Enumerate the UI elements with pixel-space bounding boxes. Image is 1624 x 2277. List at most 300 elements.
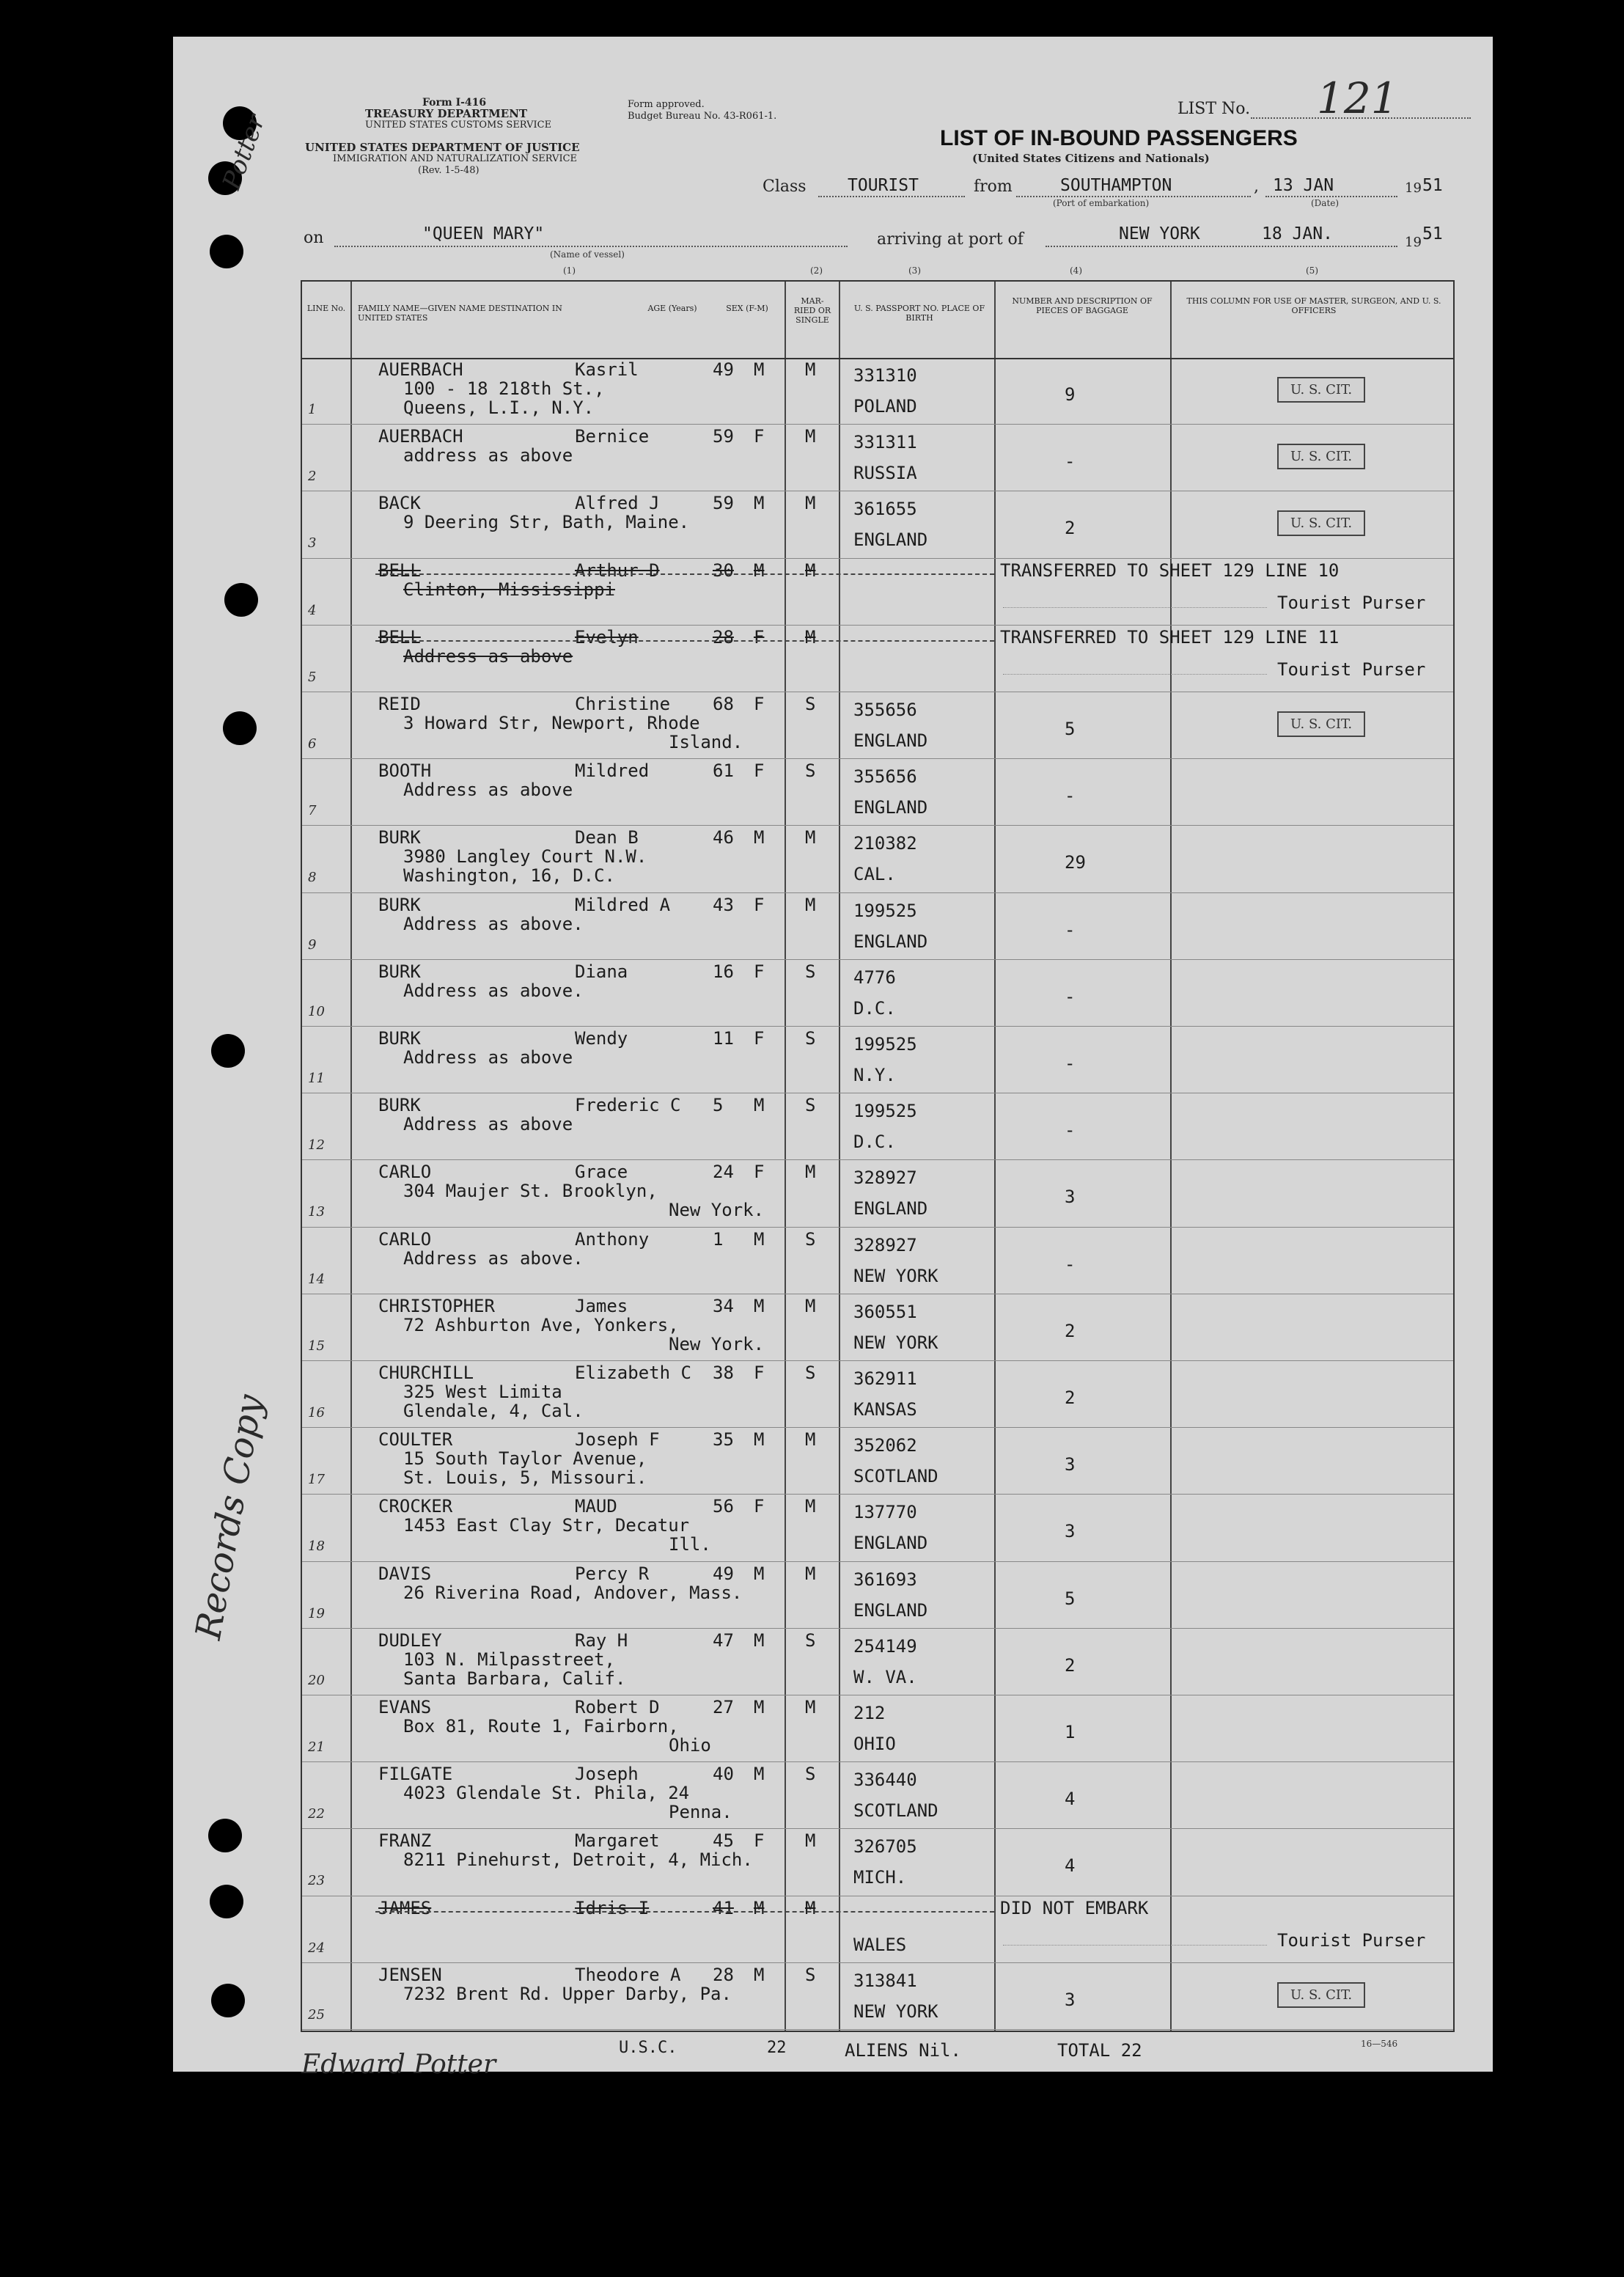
- marital-status: S: [805, 1964, 816, 1985]
- given-name: Arthur D: [575, 560, 660, 581]
- age: 11: [713, 1028, 734, 1049]
- transfer-note: DID NOT EMBARK: [1000, 1897, 1149, 1918]
- marital-status: M: [805, 827, 816, 848]
- address-line-1: Address as above: [403, 780, 573, 801]
- col-num-4: (4): [1070, 265, 1082, 276]
- address-line-1: 100 - 18 218th St.,: [403, 378, 605, 399]
- passport-number: 212: [853, 1703, 886, 1723]
- given-name: Anthony: [575, 1228, 650, 1250]
- passport-number: 362911: [853, 1368, 917, 1389]
- line-number: 3: [308, 535, 317, 551]
- passport-number: 328927: [853, 1234, 917, 1255]
- sex: F: [754, 694, 765, 714]
- place-of-birth: ENGLAND: [853, 797, 928, 818]
- transfer-note: TRANSFERRED TO SHEET 129 LINE 11: [1000, 626, 1340, 648]
- treasury-dept: TREASURY DEPARTMENT: [365, 107, 528, 120]
- sex: M: [754, 1764, 765, 1785]
- address-line-1: 15 South Taylor Avenue,: [403, 1448, 647, 1470]
- address-line-1: 3980 Langley Court N.W.: [403, 846, 647, 868]
- family-name: AUERBACH: [378, 359, 463, 380]
- given-name: Alfred J: [575, 493, 660, 514]
- marital-status: S: [805, 1228, 816, 1250]
- port-embarkation: SOUTHAMPTON: [1060, 176, 1172, 195]
- passport-number: 360551: [853, 1301, 917, 1322]
- passport-number: 199525: [853, 1101, 917, 1122]
- given-name: Mildred: [575, 760, 650, 782]
- line-number: 9: [308, 936, 317, 953]
- place-of-birth: ENGLAND: [853, 1533, 928, 1554]
- us-cit-stamp: U. S. CIT.: [1277, 711, 1365, 737]
- place-of-birth: CAL.: [853, 864, 896, 885]
- family-name: BELL: [378, 560, 421, 581]
- note-dotted-line: [1003, 674, 1267, 675]
- line-number: 2: [308, 469, 317, 485]
- baggage-count: 4: [1065, 1789, 1076, 1810]
- family-name: BURK: [378, 1028, 421, 1049]
- sex: M: [754, 560, 765, 581]
- table-row: [302, 1093, 1453, 1160]
- table-row: [302, 1495, 1453, 1561]
- table-row: [302, 491, 1453, 558]
- on-label: on: [304, 229, 324, 247]
- table-row: [302, 1629, 1453, 1695]
- place-of-birth: WALES: [853, 1934, 907, 1955]
- place-of-birth: OHIO: [853, 1734, 896, 1754]
- address-line-1: 103 N. Milpasstreet,: [403, 1649, 615, 1670]
- from-label: from: [974, 177, 1013, 196]
- punch-hole: [223, 711, 257, 745]
- address-line-2: St. Louis, 5, Missouri.: [403, 1467, 647, 1489]
- line-number: 22: [308, 1806, 325, 1822]
- passport-number: 254149: [853, 1635, 917, 1657]
- vessel-line: [334, 246, 848, 247]
- header-sex: SEX (F-M): [726, 304, 768, 313]
- baggage-count: 3: [1065, 1989, 1076, 2010]
- marital-status: M: [805, 426, 816, 447]
- family-name: EVANS: [378, 1697, 432, 1717]
- age: 34: [713, 1295, 734, 1316]
- place-of-birth: N.Y.: [853, 1065, 896, 1085]
- family-name: CARLO: [378, 1228, 432, 1250]
- given-name: Percy R: [575, 1563, 650, 1584]
- family-name: COULTER: [378, 1429, 453, 1451]
- marital-status: M: [805, 560, 816, 581]
- family-name: CHRISTOPHER: [378, 1295, 495, 1316]
- marital-status: M: [805, 1830, 816, 1852]
- passport-number: 336440: [853, 1770, 917, 1791]
- sex: F: [754, 961, 765, 982]
- given-name: Kasril: [575, 359, 639, 380]
- sex: M: [754, 1563, 765, 1584]
- punch-hole: [210, 235, 243, 268]
- baggage-count: -: [1065, 1053, 1076, 1074]
- given-name: Mildred A: [575, 894, 671, 915]
- sex: M: [754, 1295, 765, 1316]
- total-count: TOTAL 22: [1057, 2040, 1142, 2061]
- baggage-count: 2: [1065, 518, 1076, 539]
- age: 46: [713, 827, 734, 848]
- address-line-2: Ill.: [669, 1534, 711, 1555]
- sex: M: [754, 359, 765, 380]
- baggage-count: -: [1065, 986, 1076, 1007]
- table-row: [302, 960, 1453, 1027]
- passport-number: 361655: [853, 499, 917, 520]
- table-row: [302, 626, 1453, 692]
- baggage-count: -: [1065, 451, 1076, 472]
- line-number: 25: [308, 2006, 325, 2023]
- line-number: 5: [308, 669, 317, 685]
- address-line-1: Clinton, Mississippi: [403, 579, 615, 600]
- marital-status: M: [805, 1697, 816, 1717]
- header-married: MAR-RIED OR SINGLE: [793, 296, 831, 326]
- sex: F: [754, 626, 765, 648]
- us-cit-stamp: U. S. CIT.: [1277, 1982, 1365, 2008]
- embark-line: [1016, 196, 1251, 197]
- age: 27: [713, 1697, 734, 1717]
- arrival-year: 51: [1422, 224, 1443, 243]
- line-number: 8: [308, 870, 317, 886]
- header-passport: U. S. PASSPORT NO. PLACE OF BIRTH: [853, 304, 985, 323]
- table-row: [302, 826, 1453, 892]
- marital-status: M: [805, 894, 816, 915]
- strike-line: [375, 573, 994, 575]
- punch-hole: [211, 1984, 245, 2017]
- place-of-birth: ENGLAND: [853, 1599, 928, 1621]
- given-name: Frederic C: [575, 1095, 681, 1116]
- marital-status: S: [805, 1028, 816, 1049]
- age: 59: [713, 426, 734, 447]
- marital-status: S: [805, 1095, 816, 1116]
- ins-service: IMMIGRATION AND NATURALIZATION SERVICE: [333, 153, 578, 164]
- baggage-count: 5: [1065, 1588, 1076, 1609]
- sex: M: [754, 1964, 765, 1985]
- given-name: Idris I: [575, 1897, 650, 1918]
- age: 24: [713, 1162, 734, 1183]
- given-name: Joseph: [575, 1764, 639, 1785]
- passport-number: 199525: [853, 900, 917, 921]
- line-number: 13: [308, 1204, 325, 1220]
- passport-number: 313841: [853, 1970, 917, 1991]
- passport-number: 331311: [853, 432, 917, 453]
- sex: F: [754, 1028, 765, 1049]
- age: 45: [713, 1830, 734, 1852]
- class-line: [818, 196, 965, 197]
- baggage-count: 4: [1065, 1855, 1076, 1877]
- place-of-birth: ENGLAND: [853, 931, 928, 952]
- address-line-1: Box 81, Route 1, Fairborn,: [403, 1716, 679, 1737]
- passport-number: 355656: [853, 766, 917, 788]
- header-age: AGE (Years): [647, 304, 697, 313]
- address-line-2: New York.: [669, 1333, 765, 1354]
- line-number: 16: [308, 1405, 325, 1420]
- margin-note-side: Records Copy: [188, 1391, 271, 1643]
- table-row: [302, 692, 1453, 759]
- page-subtitle: (United States Citizens and Nationals): [972, 152, 1210, 165]
- baggage-count: 5: [1065, 719, 1076, 739]
- table-row: [302, 1562, 1453, 1629]
- table-row: [302, 1294, 1453, 1361]
- place-of-birth: POLAND: [853, 396, 917, 417]
- class-value: TOURIST: [848, 176, 919, 195]
- arrival-port: NEW YORK: [1119, 224, 1200, 243]
- baggage-count: 3: [1065, 1521, 1076, 1542]
- address-line-2: Santa Barbara, Calif.: [403, 1668, 626, 1689]
- table-row: [302, 1829, 1453, 1896]
- address-line-1: 304 Maujer St. Brooklyn,: [403, 1181, 658, 1202]
- passport-number: 328927: [853, 1167, 917, 1189]
- family-name: BURK: [378, 1095, 421, 1116]
- marital-status: M: [805, 1897, 816, 1918]
- baggage-count: 2: [1065, 1320, 1076, 1341]
- age: 43: [713, 894, 734, 915]
- col-num-5: (5): [1306, 265, 1318, 276]
- family-name: BELL: [378, 626, 421, 648]
- place-of-birth: KANSAS: [853, 1399, 917, 1420]
- given-name: Wendy: [575, 1028, 628, 1049]
- family-name: BOOTH: [378, 760, 432, 782]
- address-line-1: Address as above.: [403, 980, 584, 1001]
- line-number: 15: [308, 1338, 325, 1354]
- customs-service: UNITED STATES CUSTOMS SERVICE: [365, 120, 552, 131]
- table-row: [302, 1762, 1453, 1829]
- marital-status: M: [805, 1496, 816, 1517]
- line-number: 11: [308, 1071, 325, 1086]
- us-cit-stamp: U. S. CIT.: [1277, 377, 1365, 403]
- revision: (Rev. 1-5-48): [418, 165, 480, 176]
- purser-note: Tourist Purser: [1277, 592, 1426, 613]
- table-row: [302, 358, 1453, 425]
- age: 30: [713, 560, 734, 581]
- given-name: Bernice: [575, 426, 650, 447]
- marital-status: S: [805, 694, 816, 714]
- marital-status: S: [805, 1764, 816, 1785]
- address-line-2: Queens, L.I., N.Y.: [403, 397, 595, 418]
- sex: F: [754, 1496, 765, 1517]
- address-line-1: Address as above.: [403, 913, 584, 934]
- punch-hole: [211, 1034, 245, 1068]
- table-row: [302, 1228, 1453, 1294]
- place-of-birth: SCOTLAND: [853, 1800, 938, 1822]
- marital-status: M: [805, 493, 816, 514]
- sex: F: [754, 760, 765, 782]
- place-of-birth: NEW YORK: [853, 1332, 938, 1353]
- marital-status: M: [805, 1162, 816, 1183]
- purser-note: Tourist Purser: [1277, 1929, 1426, 1951]
- age: 40: [713, 1764, 734, 1785]
- address-line-2: Washington, 16, D.C.: [403, 865, 615, 887]
- page-title: LIST OF IN-BOUND PASSENGERS: [940, 126, 1298, 150]
- vessel-caption: (Name of vessel): [550, 249, 625, 260]
- col-num-1: (1): [563, 265, 576, 276]
- given-name: Robert D: [575, 1697, 660, 1717]
- place-of-birth: ENGLAND: [853, 529, 928, 551]
- baggage-count: -: [1065, 1253, 1076, 1275]
- given-name: Christine: [575, 694, 671, 714]
- list-no-value: 121: [1317, 73, 1398, 123]
- address-line-1: 8211 Pinehurst, Detroit, 4, Mich.: [403, 1849, 753, 1871]
- passport-number: 361693: [853, 1569, 917, 1590]
- form-approved: Form approved.: [628, 99, 705, 110]
- address-line-1: address as above: [403, 445, 573, 466]
- purser-signature: Edward Potter: [301, 2050, 496, 2080]
- sex: M: [754, 827, 765, 848]
- vessel-name: "QUEEN MARY": [422, 224, 545, 243]
- passport-number: 4776: [853, 967, 896, 988]
- transfer-note: TRANSFERRED TO SHEET 129 LINE 10: [1000, 560, 1340, 581]
- sex: M: [754, 1697, 765, 1717]
- punch-hole: [210, 1885, 243, 1918]
- baggage-count: -: [1065, 1120, 1076, 1141]
- given-name: Dean B: [575, 827, 639, 848]
- line-number: 18: [308, 1539, 325, 1555]
- family-name: CARLO: [378, 1162, 432, 1183]
- place-of-birth: MICH.: [853, 1867, 907, 1888]
- address-line-1: 7232 Brent Rd. Upper Darby, Pa.: [403, 1983, 732, 2004]
- family-name: JAMES: [378, 1897, 432, 1918]
- line-number: 19: [308, 1605, 325, 1621]
- col-num-3: (3): [908, 265, 921, 276]
- address-line-1: Address as above.: [403, 1247, 584, 1269]
- family-name: BURK: [378, 827, 421, 848]
- address-line-2: Penna.: [669, 1802, 732, 1823]
- purser-note: Tourist Purser: [1277, 659, 1426, 680]
- arrival-date: 18 JAN.: [1262, 224, 1333, 243]
- baggage-count: 2: [1065, 1387, 1076, 1408]
- age: 28: [713, 1964, 734, 1985]
- baggage-count: 29: [1065, 852, 1086, 873]
- family-name: BACK: [378, 493, 421, 514]
- passport-number: 326705: [853, 1836, 917, 1858]
- family-name: CHURCHILL: [378, 1363, 474, 1383]
- place-of-birth: D.C.: [853, 997, 896, 1019]
- address-line-1: Address as above: [403, 1114, 573, 1135]
- place-of-birth: ENGLAND: [853, 730, 928, 751]
- place-of-birth: ENGLAND: [853, 1198, 928, 1220]
- age: 41: [713, 1897, 734, 1918]
- address-line-1: 26 Riverina Road, Andover, Mass.: [403, 1582, 743, 1603]
- age: 38: [713, 1363, 734, 1383]
- line-number: 24: [308, 1940, 325, 1956]
- line-number: 23: [308, 1873, 325, 1889]
- address-line-1: 72 Ashburton Ave, Yonkers,: [403, 1314, 679, 1335]
- sex: F: [754, 1162, 765, 1183]
- table-row: [302, 1027, 1453, 1093]
- header-name: FAMILY NAME—GIVEN NAME DESTINATION IN UNITED STATES: [358, 304, 562, 323]
- address-line-1: Address as above: [403, 645, 573, 667]
- address-line-1: 4023 Glendale St. Phila, 24: [403, 1783, 690, 1804]
- age: 16: [713, 961, 734, 982]
- us-cit-stamp: U. S. CIT.: [1277, 444, 1365, 469]
- family-name: REID: [378, 694, 421, 714]
- sex: M: [754, 493, 765, 514]
- date-line: [1265, 196, 1397, 197]
- passenger-table: [301, 280, 1455, 2032]
- line-number: 12: [308, 1137, 325, 1154]
- embark-year: 51: [1422, 176, 1443, 195]
- given-name: James: [575, 1295, 628, 1316]
- punch-hole: [224, 583, 258, 617]
- place-of-birth: NEW YORK: [853, 1265, 938, 1286]
- family-name: BURK: [378, 961, 421, 982]
- sex: M: [754, 1095, 765, 1116]
- list-no-label: LIST No.: [1177, 100, 1251, 118]
- port-embark-caption: (Port of embarkation): [1053, 198, 1150, 208]
- table-row: [302, 759, 1453, 826]
- given-name: Theodore A: [575, 1964, 681, 1985]
- arrival-year-prefix: 19: [1405, 235, 1422, 250]
- date-caption: (Date): [1311, 198, 1340, 208]
- arrival-line: [1046, 246, 1397, 247]
- col-num-2: (2): [810, 265, 823, 276]
- line-number: 1: [308, 402, 317, 417]
- marital-status: S: [805, 1363, 816, 1383]
- passport-number: 137770: [853, 1502, 917, 1523]
- marital-status: M: [805, 626, 816, 648]
- line-number: 6: [308, 736, 317, 752]
- family-name: JENSEN: [378, 1964, 442, 1985]
- given-name: Diana: [575, 961, 628, 982]
- baggage-count: 3: [1065, 1454, 1076, 1475]
- line-number: 4: [308, 602, 317, 618]
- line-number: 20: [308, 1672, 325, 1688]
- sex: M: [754, 1629, 765, 1651]
- given-name: Margaret: [575, 1830, 660, 1852]
- passport-number: 352062: [853, 1435, 917, 1456]
- manifest-sheet: [173, 37, 1493, 2080]
- line-number: 21: [308, 1739, 325, 1755]
- usc-label: U.S.C.: [619, 2039, 677, 2057]
- table-row: [302, 1963, 1453, 2030]
- marital-status: S: [805, 961, 816, 982]
- baggage-count: 2: [1065, 1654, 1076, 1676]
- age: 56: [713, 1496, 734, 1517]
- strike-line: [375, 1911, 994, 1913]
- sex: F: [754, 1363, 765, 1383]
- family-name: FILGATE: [378, 1764, 453, 1785]
- table-row: [302, 1361, 1453, 1428]
- age: 5: [713, 1095, 724, 1116]
- table-row: [302, 559, 1453, 626]
- place-of-birth: RUSSIA: [853, 463, 917, 484]
- address-line-2: Island.: [669, 732, 743, 752]
- given-name: Evelyn: [575, 626, 639, 648]
- year-prefix: 19: [1405, 180, 1422, 196]
- punch-hole: [208, 1819, 242, 1852]
- address-line-1: 3 Howard Str, Newport, Rhode: [403, 713, 700, 733]
- age: 49: [713, 1563, 734, 1584]
- age: 68: [713, 694, 734, 714]
- table-row: [302, 1160, 1453, 1227]
- line-number: 17: [308, 1472, 325, 1488]
- class-label: Class: [763, 177, 807, 196]
- form-code: 16—546: [1361, 2039, 1398, 2049]
- passport-number: 210382: [853, 833, 917, 854]
- given-name: Joseph F: [575, 1429, 660, 1451]
- budget-bureau: Budget Bureau No. 43-R061-1.: [628, 111, 777, 122]
- sex: F: [754, 426, 765, 447]
- address-line-1: 1453 East Clay Str, Decatur: [403, 1515, 690, 1536]
- family-name: FRANZ: [378, 1830, 432, 1852]
- age: 28: [713, 626, 734, 648]
- sex: F: [754, 1830, 765, 1852]
- address-line-1: Address as above: [403, 1047, 573, 1068]
- line-number: 7: [308, 803, 317, 819]
- sex: F: [754, 894, 765, 915]
- passport-number: 199525: [853, 1034, 917, 1055]
- passport-number: 355656: [853, 700, 917, 720]
- age: 1: [713, 1228, 724, 1250]
- given-name: MAUD: [575, 1496, 617, 1517]
